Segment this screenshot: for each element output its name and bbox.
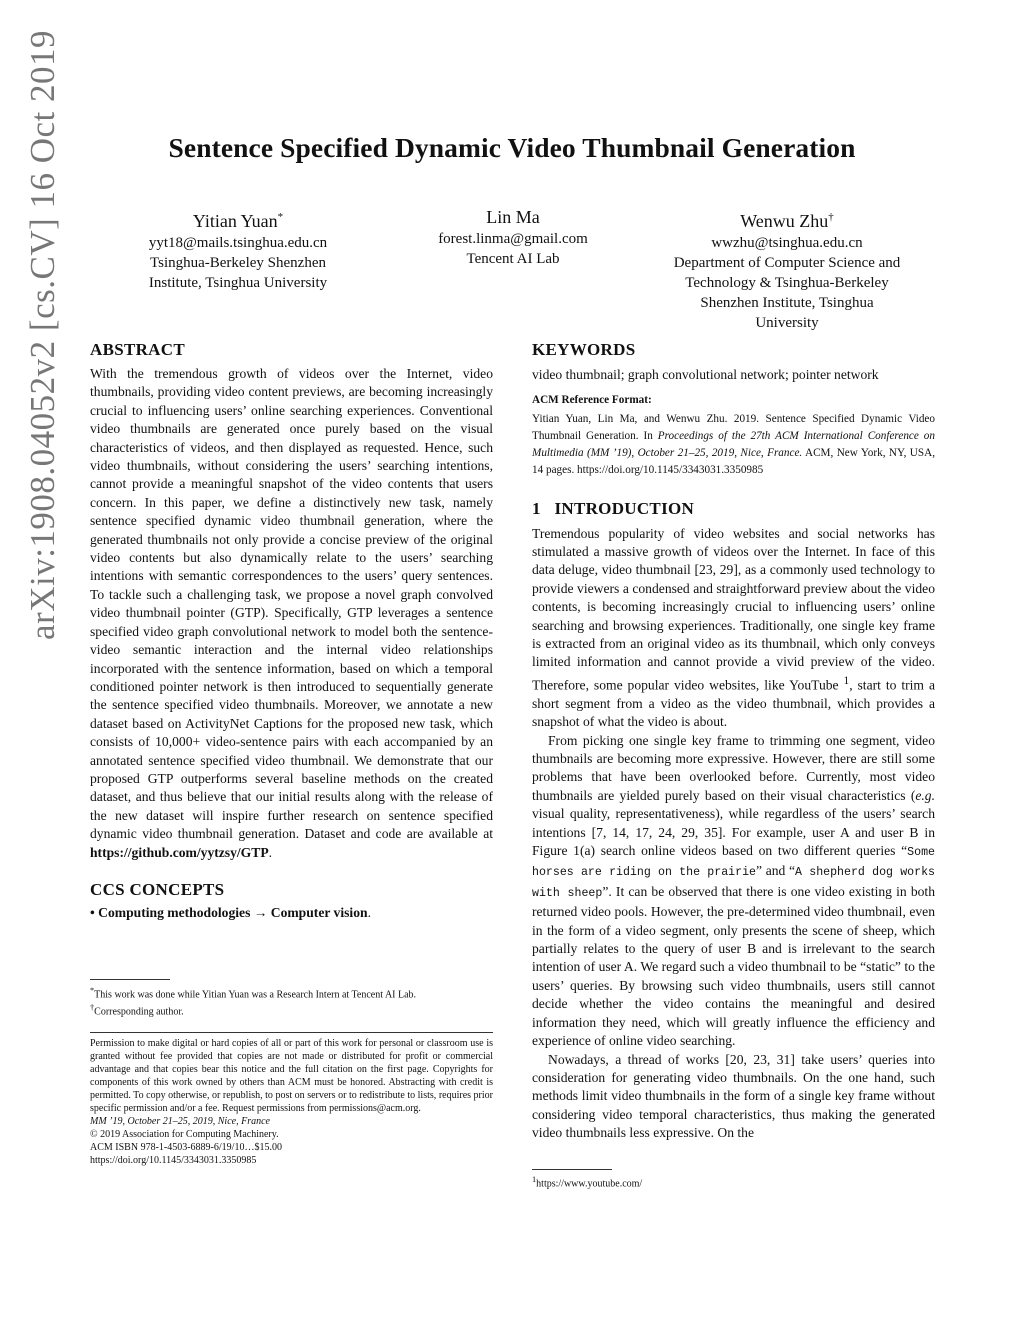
acm-ref-heading: ACM Reference Format: (532, 394, 652, 407)
author-affiliation-line: Department of Computer Science and (673, 255, 901, 271)
keywords-text: video thumbnail; graph convolutional network; pointer network (532, 367, 879, 382)
abstract-body: With the tremendous growth of videos over the Internet, video thumbnails, providing video content previews, are becoming increasingly crucial to influencing users’ online searching experiences. Conventional video thumbnails are generated once purely based on the visual characteristics of videos, and then displayed as requested. Hence, such video thumbnails, without considering the users’ searching intentions, cannot provide a meaningful snapshot of the video contents that users concern. In this paper, we define a distinctively new task, namely sentence specified dynamic video thumbnail generation, where the generated thumbnails not only provide a concise preview of the original video contents but also dynamically relate to the users’ searching intentions with semantic correspondences to the users’ query sentences. To tackle such a challenging task, we propose a novel graph convolved video thumbnail pointer (GTP). Specifically, GTP leverages a sentence specified video graph convolutional network to model both the sentence-video semantic interaction and the internal video relationships incorporated with the sentence information, based on which a temporal conditioned pointer network is then introduced to sequentially generate the sentence specified video thumbnails. Moreover, we annotate a new dataset based on ActivityNet Captions for the proposed new task, which consists of 10,000+ video-sentence pairs with each accompanied by an annotated sentence specified video thumbnail. We demonstrate that our proposed GTP outperforms several baseline methods on the created dataset, and thus believe that our initial results along with the release of the new dataset will inspire further research on sentence specified dynamic video thumbnail generation. Dataset and code are available at https://github.com/yytzsy/GTP. (90, 366, 493, 860)
youtube-footnote: $^1$https://www.youtube.com/ (532, 1175, 643, 1190)
author-name: Lin Ma (486, 207, 540, 227)
youtube-url[interactable]: https://www.youtube.com/ (536, 1178, 643, 1190)
author-affiliation-line: Tencent AI Lab (466, 251, 560, 267)
author-email: yyt18@mails.tsinghua.edu.cn (148, 235, 328, 251)
author-name: Wenwu Zhu† (740, 211, 834, 231)
permission-block (90, 1037, 493, 1167)
right-column (532, 340, 935, 1143)
permission-doi[interactable]: https://doi.org/10.1145/3343031.3350985 (90, 1155, 257, 1166)
author-affiliation-line: Shenzhen Institute, Tsinghua (700, 295, 874, 311)
permission-isbn: ACM ISBN 978-1-4503-6889-6/19/10…$15.00 (90, 1142, 282, 1153)
ccs-heading: CCS CONCEPTS (90, 879, 225, 899)
author-affiliation-line: Technology & Tsinghua-Berkeley (685, 275, 889, 291)
left-column (90, 340, 493, 922)
paper-title: Sentence Specified Dynamic Video Thumbnail Generation (168, 132, 856, 163)
ccs-item: • Computing methodologies → Computer vision. (90, 904, 371, 920)
permission-venue: MM ’19, October 21–25, 2019, Nice, France (90, 1116, 270, 1127)
author-block-3 (622, 205, 952, 333)
author-footnotes (90, 984, 493, 1019)
keywords-heading: KEYWORDS (532, 340, 636, 359)
author-email: wwzhu@tsinghua.edu.cn (711, 235, 863, 251)
footnote-intern: *This work was done while Yitian Yuan was a Research Intern at Tencent AI Lab. (90, 986, 417, 1001)
youtube-footnote-rule (532, 1169, 612, 1170)
author-affiliation-line: Institute, Tsinghua University (148, 275, 328, 291)
author-name: Yitian Yuan* (192, 211, 284, 231)
abstract-heading: ABSTRACT (90, 340, 185, 359)
author-email: forest.linma@gmail.com (438, 231, 588, 247)
intro-paragraph-1: Tremendous popularity of video websites and social networks has stimulated a massive growth of videos over the Internet. In face of this data deluge, video thumbnail [23, 29], as a commonly used technology to provide viewers a condensed and straightforward preview about the video contents, is becoming increasingly crucial to influencing users’ online searching and browsing experiences. Traditionally, one single key frame is extracted from an original video as its thumbnail, which only conveys limited information and cannot provide a vivid preview of the video. Therefore, some popular video websites, like YouTube $^1$, start to trim a short segment from a video as the video thumbnail, which provides a snapshot of what the video is about. (532, 525, 935, 730)
acm-ref-text: Yitian Yuan, Lin Ma, and Wenwu Zhu. 2019. Sentence Specified Dynamic Video Thumbnail Generation. In Proceedings of the 27th ACM International Conference on Multimedia (MM ’19), October 21–25, 2019, Nice, France. ACM, New York, NY, USA, 14 pages. https://doi.org/10.1145/3343031.3350985 (532, 412, 935, 476)
permission-copyright: © 2019 Association for Computing Machinery. (90, 1129, 279, 1140)
intro-paragraph-2: From picking one single key frame to trimming one segment, video thumbnails are becoming more expressive. However, there are still some problems that have been overlooked before. Currently, most video thumbnails are yielded purely based on their visual characteristics (e.g. visual quality, representativeness), while regardless of the users’ search intentions [7, 14, 17, 24, 29, 35]. For example, user A and user B in Figure 1(a) search online videos based on two different queries “Some horses are riding on the prairie” and “A shepherd dog works with sheep”. It can be observed that there is one video existing in both returned video pools. However, the pre-determined video thumbnail, even in the form of a video segment, only presents the scene of sheep, which partially relates to the query of user B and is irrelevant to the search intention of user A. We regard such a video thumbnail to be “static” to the users’ queries. By browsing such video thumbnails, users still cannot decide whether the video contains the meaningful and desired information they need, which will greatly influence the efficiency and experience of online video searching. (532, 732, 936, 1049)
permission-rule (90, 1032, 493, 1033)
permission-text: Permission to make digital or hard copies of all or part of this work for personal or classroom use is granted without fee provided that copies are not made or distributed for profit or commercial advantage and that copies bear this notice and the full citation on the first page. Copyrights for components of this work owned by others than ACM must be honored. Abstracting with credit is permitted. To copy otherwise, or republish, to post on servers or to redistribute to lists, requires prior specific permission and/or a fee. Request permissions from permissions@acm.org. (90, 1038, 493, 1114)
footnote-rule (90, 979, 170, 980)
footnote-corresponding: †Corresponding author. (90, 1003, 184, 1018)
author-affiliation-line: Tsinghua-Berkeley Shenzhen (150, 255, 326, 271)
intro-body (532, 525, 935, 1143)
code-link[interactable]: https://github.com/yytzsy/GTP (90, 844, 269, 860)
intro-paragraph-3: Nowadays, a thread of works [20, 23, 31] take users’ queries into consideration for generating video thumbnails. On the one hand, such methods limit video thumbnails in the form of a single key frame without considering video temporal characteristics, thus making the generated video thumbnails less expressive. On the (532, 1051, 935, 1141)
author-affiliation-line: University (755, 315, 819, 331)
intro-heading: 1 INTRODUCTION (532, 498, 695, 518)
